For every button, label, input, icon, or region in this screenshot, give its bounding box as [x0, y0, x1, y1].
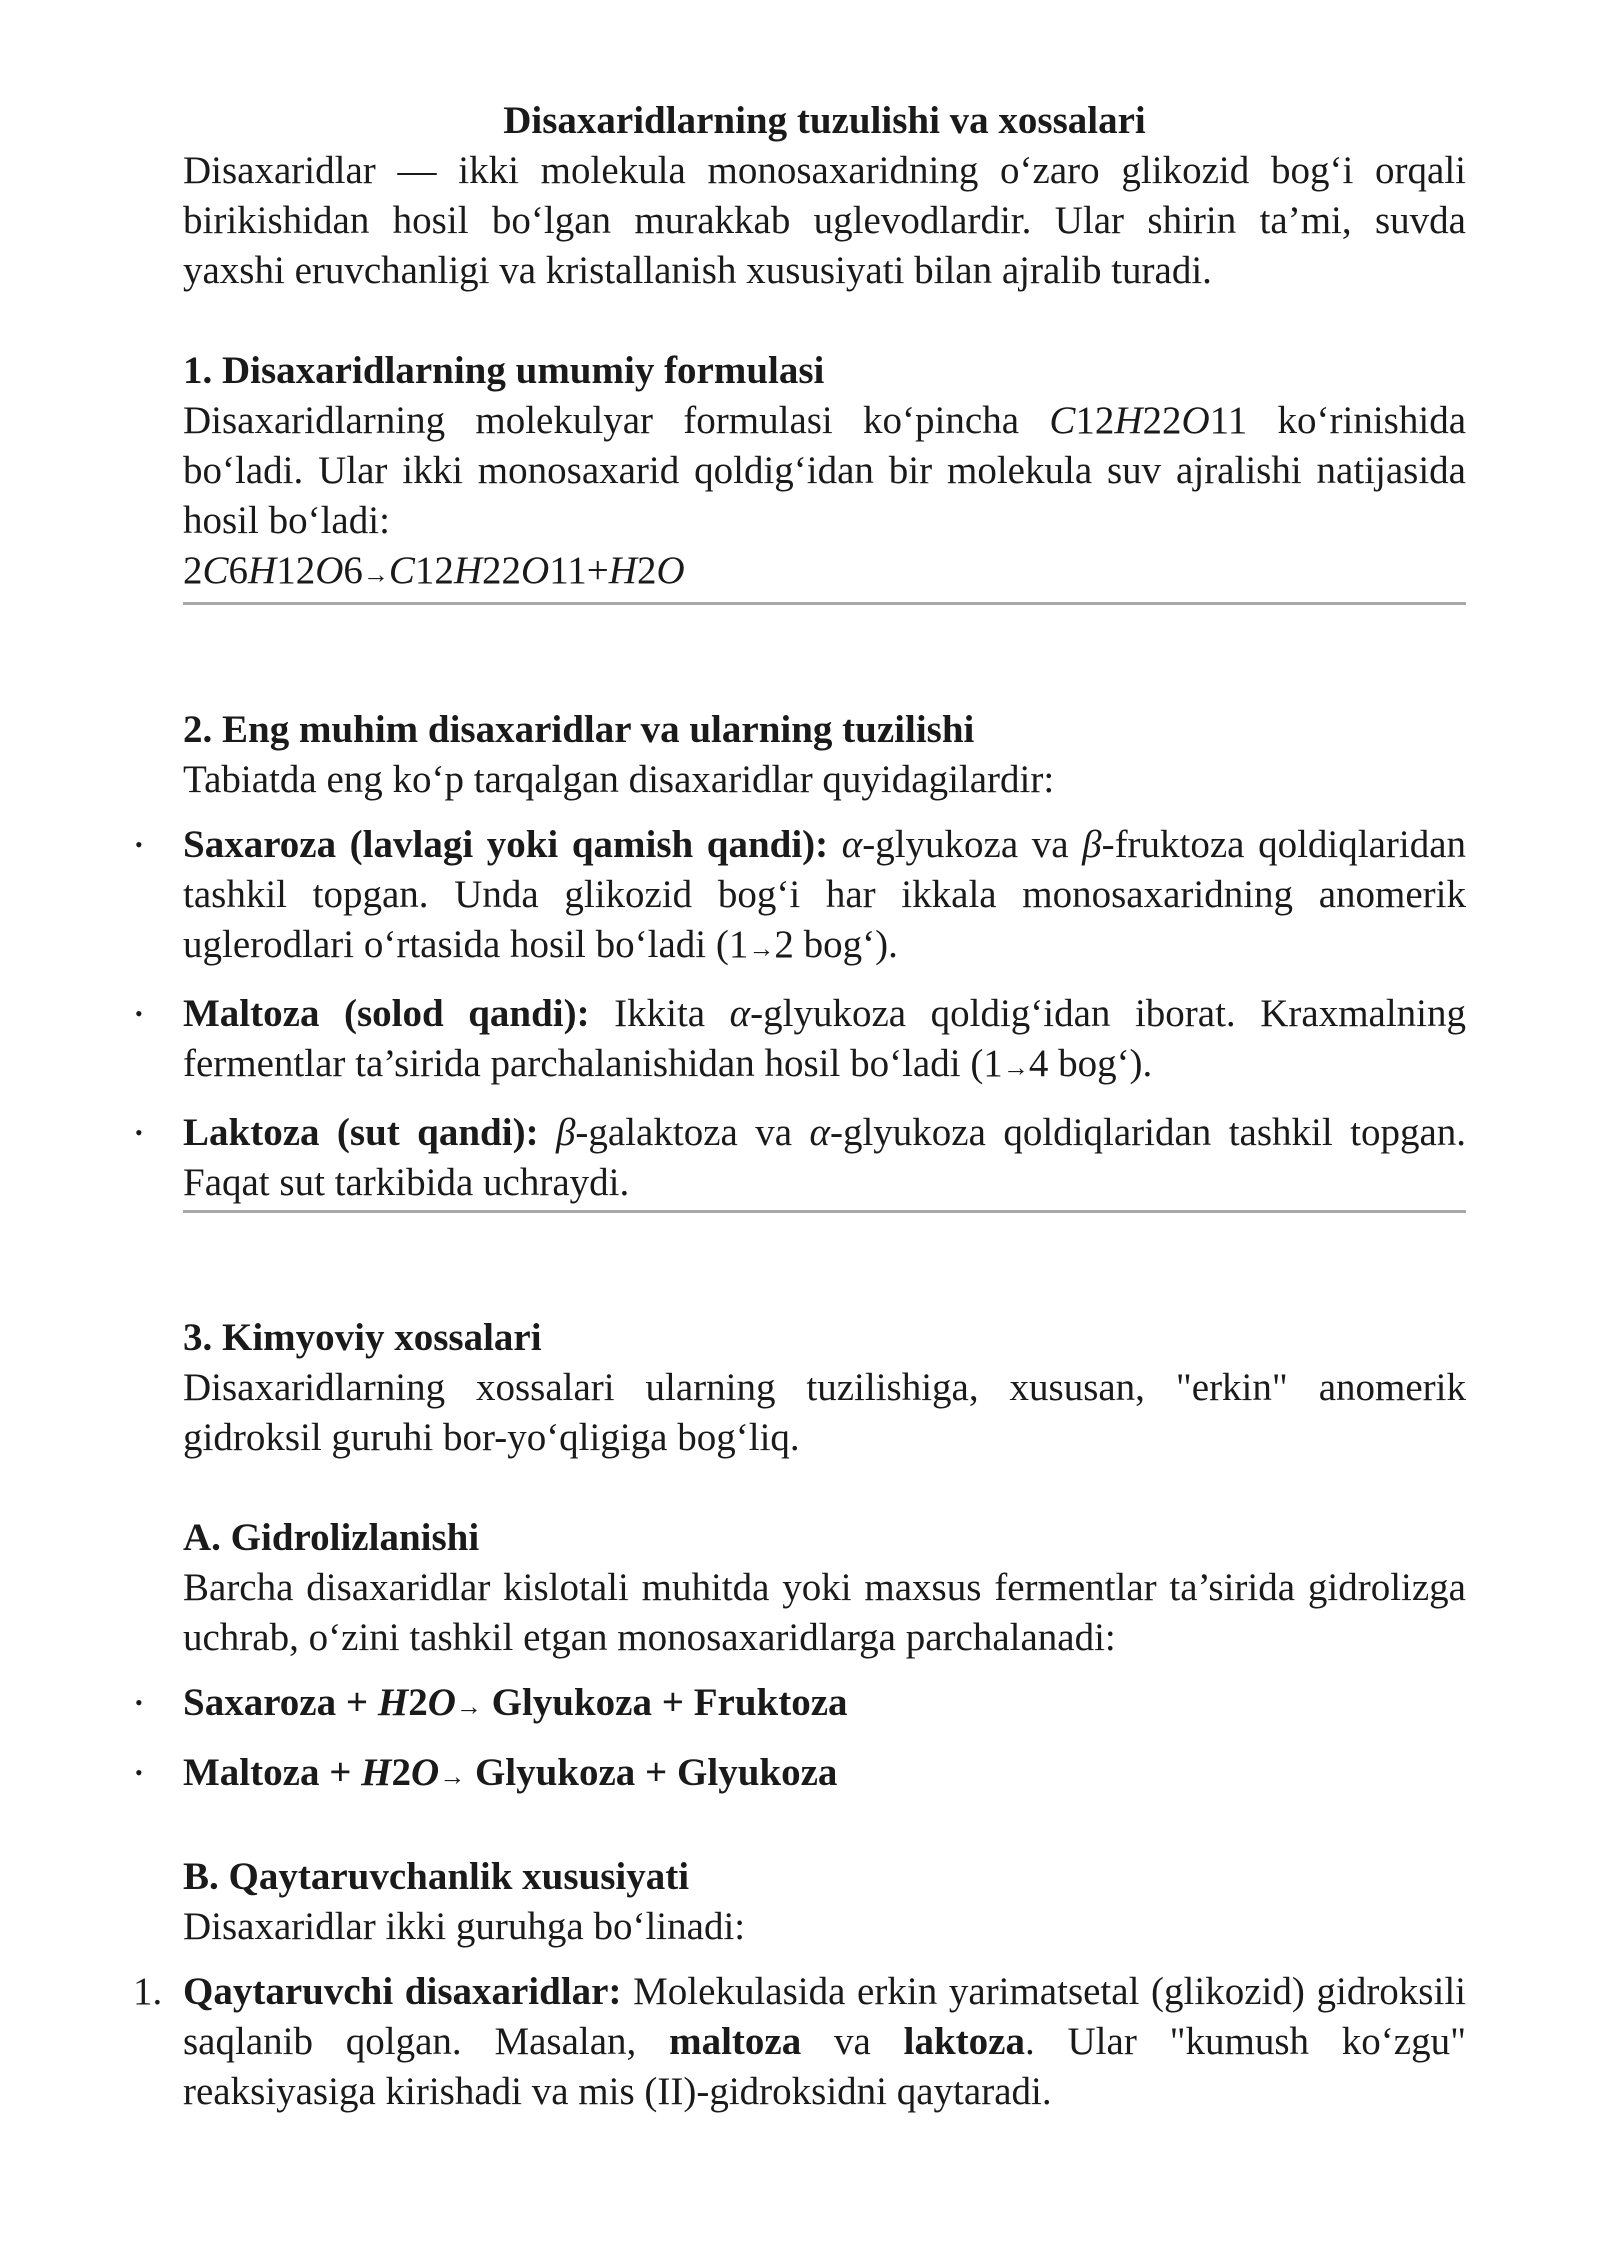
bullet-icon: • — [135, 832, 143, 857]
section1-inline-formula: C12H22O11 — [1049, 399, 1248, 442]
reaction-saxaroza: • Saxaroza + H2O→ Glyukoza + Fruktoza — [183, 1678, 1466, 1732]
bullet-icon: • — [135, 1120, 143, 1145]
bullet-icon: • — [135, 1001, 143, 1026]
list-number: 1. — [133, 1970, 163, 2013]
arrow-icon: → — [1002, 1053, 1029, 1082]
subsection-b-heading: B. Qaytaruvchanlik xususiyati — [183, 1855, 690, 1898]
disaccharide-list — [135, 820, 1467, 1208]
list-item-reducing: 1. Qaytaruvchi disaxaridlar: Molekulasida erkin yarimatsetal (glikozid) gidroksili saqlanib qolgan. Masalan, maltoza va laktoza. Ular "kumush ko‘zgu" reaksiyasiga kirishadi va mis (II)-gidroksidni qaytaradi. — [183, 1967, 1466, 2117]
hydrolysis-reactions — [135, 1678, 1466, 1802]
arrow-icon: → — [748, 934, 775, 963]
arrow-icon: → — [439, 1762, 466, 1791]
section1-heading: 1. Disaxaridlarning umumiy formulasi — [183, 349, 825, 392]
condensation-equation: 2C6H12O6→C12H22O11+H2O — [183, 549, 685, 592]
section3-text: Disaxaridlarning xossalari ularning tuzilishiga, xususan, "erkin" anomerik gidroksil guruhi bor-yo‘qligiga bog‘liq. — [183, 1366, 1466, 1459]
section1-text — [183, 396, 1466, 546]
document-page — [133, 96, 1467, 2117]
section1-text-a: Disaxaridlarning molekulyar formulasi ko‘pincha — [183, 399, 1020, 442]
list-item-saxaroza: • Saxaroza (lavlagi yoki qamish qandi): α-glyukoza va β-fruktoza qoldiqlaridan tashkil topgan. Unda glikozid bog‘i har ikkala monosaxaridning anomerik uglerodlari o‘rtasida hosil bo‘ladi (1→2 bog‘). — [183, 820, 1466, 974]
list-item-maltoza: • Maltoza (solod qandi): Ikkita α-glyukoza qoldig‘idan iborat. Kraxmalning fermentlar ta’sirida parchalanishidan hosil bo‘ladi (1→4 bog‘). — [183, 989, 1466, 1093]
arrow-icon: → — [455, 1692, 482, 1721]
document-title: Disaxaridlarning tuzulishi va xossalari — [503, 99, 1146, 142]
section3-heading: 3. Kimyoviy xossalari — [183, 1316, 542, 1359]
reaction-maltoza: • Maltoza + H2O→ Glyukoza + Glyukoza — [183, 1748, 1466, 1802]
bullet-icon: • — [135, 1690, 143, 1715]
section2-lead: Tabiatda eng ko‘p tarqalgan disaxaridlar quyidagilardir: — [183, 758, 1055, 801]
bullet-icon: • — [135, 1760, 143, 1785]
subsection-a-heading: A. Gidrolizlanishi — [183, 1516, 480, 1559]
subsection-b-text: Disaxaridlar ikki guruhga bo‘linadi: — [183, 1905, 746, 1948]
section1-text-b: ko‘rinishida bo‘ladi. Ular ikki monosaxarid qoldig‘idan bir molekula suv ajralishi natijasida hosil bo‘ladi: — [183, 399, 1466, 542]
arrow-icon: → — [362, 560, 389, 589]
intro-paragraph: Disaxaridlar — ikki molekula monosaxaridning o‘zaro glikozid bog‘i orqali birikishidan hosil bo‘lgan murakkab uglevodlardir. Ular shirin ta’mi, suvda yaxshi eruvchanligi va kristallanish xususiyati bilan ajralib turadi. — [183, 149, 1466, 292]
subsection-a-text: Barcha disaxaridlar kislotali muhitda yoki maxsus fermentlar ta’sirida gidrolizga uchrab, o‘zini tashkil etgan monosaxaridlarga parchalanadi: — [183, 1566, 1466, 1659]
section2-heading: 2. Eng muhim disaxaridlar va ularning tuzilishi — [183, 708, 975, 751]
reducing-list — [133, 1967, 1467, 2117]
list-item-laktoza: • Laktoza (sut qandi): β-galaktoza va α-glyukoza qoldiqlaridan tashkil topgan. Faqat sut tarkibida uchraydi. — [183, 1108, 1466, 1208]
